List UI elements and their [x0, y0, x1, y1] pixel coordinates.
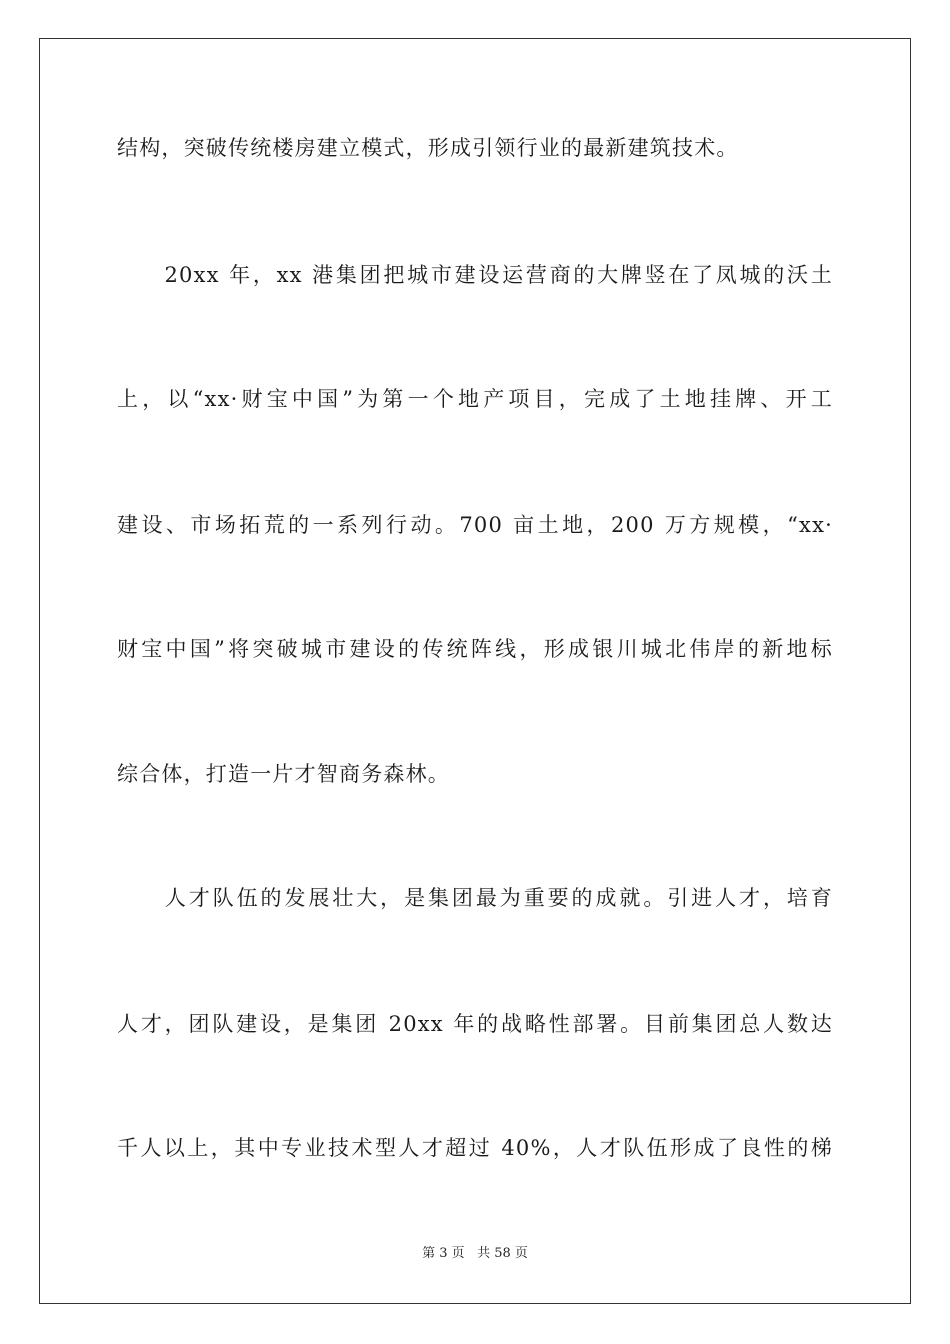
text-line-4: 建设、市场拓荒的一系列行动。700 亩土地，200 万方规模，“xx· [117, 513, 833, 537]
text-line-1: 结构，突破传统楼房建立模式，形成引领行业的最新建筑技术。 [117, 136, 739, 160]
text-line-5: 财宝中国”将突破城市建设的传统阵线，形成银川城北伟岸的新地标 [117, 637, 833, 661]
text-line-7: 人才队伍的发展壮大，是集团最为重要的成就。引进人才，培育 [117, 886, 833, 910]
text-line-2: 20xx 年，xx 港集团把城市建设运营商的大牌竖在了凤城的沃土 [117, 263, 833, 287]
page-total: 共 58 页 [477, 1246, 528, 1261]
text-line-6: 综合体，打造一片才智商务森林。 [117, 762, 450, 786]
page-number: 第 3 页 [422, 1246, 465, 1261]
page-border [39, 38, 911, 1304]
text-line-3: 上，以“xx·财宝中国”为第一个地产项目，完成了土地挂牌、开工 [117, 387, 833, 411]
page-footer [0, 1245, 950, 1263]
text-line-9: 千人以上，其中专业技术型人才超过 40%，人才队伍形成了良性的梯 [117, 1136, 833, 1160]
text-line-8: 人才，团队建设，是集团 20xx 年的战略性部署。目前集团总人数达 [117, 1012, 833, 1036]
